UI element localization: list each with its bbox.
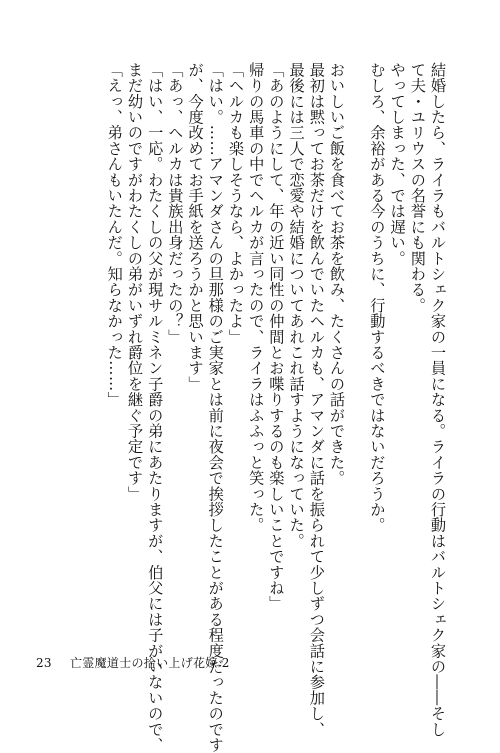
text-line: 最後には三人で恋愛や結婚についてあれこれ話すようになっていた。 [287, 62, 306, 549]
text-line: て夫・ユリウスの名誉にも関わる。 [408, 62, 427, 314]
text-line: 「はい、一応。わたくしの父が現サルミネン子爵の弟にあたりますが、伯父には子がいないので、 [146, 62, 165, 753]
text-line: 帰りの馬車の中でヘルカが言ったので、ライラはふふっと笑った。 [247, 62, 266, 533]
text-line: 最初は黙ってお茶だけを飲んでいたヘルカも、アマンダに話を振られて少しずつ会話に参加し、 [307, 62, 326, 738]
text-line: 「あっ、ヘルカは貴族出身だったの？」 [166, 62, 185, 345]
text-line: 「えっ、弟さんもいたんだ。知らなかった……」 [105, 62, 124, 408]
text-line: おいしいご飯を食べてお茶を飲み、たくさんの話ができた。 [328, 62, 346, 486]
page-number: 23 [36, 656, 52, 670]
text-line: 「ヘルカも楽しそうなら、よかったよ」 [226, 62, 245, 345]
text-line: 「あのようにして、年の近い同性の仲間とお喋りするのも楽しいことですね」 [267, 62, 286, 612]
text-line: やってしまった、では遅い。 [388, 62, 407, 267]
text-line: むしろ、余裕がある今のうちに、行動するべきではないだろうか。 [368, 62, 387, 533]
text-line: 結婚したら、ライラもバルトシェク家の一員になる。ライラの行動はバルトシェク家の――そし [429, 62, 447, 738]
running-title: 亡霊魔道士の拾い上げ花嫁 2 [70, 656, 230, 670]
page-footer [36, 654, 230, 671]
text-line: まだ幼いのですがわたくしの弟がいずれ爵位を継ぐ予定です」 [125, 62, 144, 502]
text-line: が、今度改めてお手紙を送ろうかと思います」 [186, 62, 205, 392]
paragraph-break [347, 62, 367, 642]
text-line: 「はい。……アマンダさんの旦那様のご実家とは前に夜会で挨拶したことがある程度だったのです [206, 62, 225, 753]
